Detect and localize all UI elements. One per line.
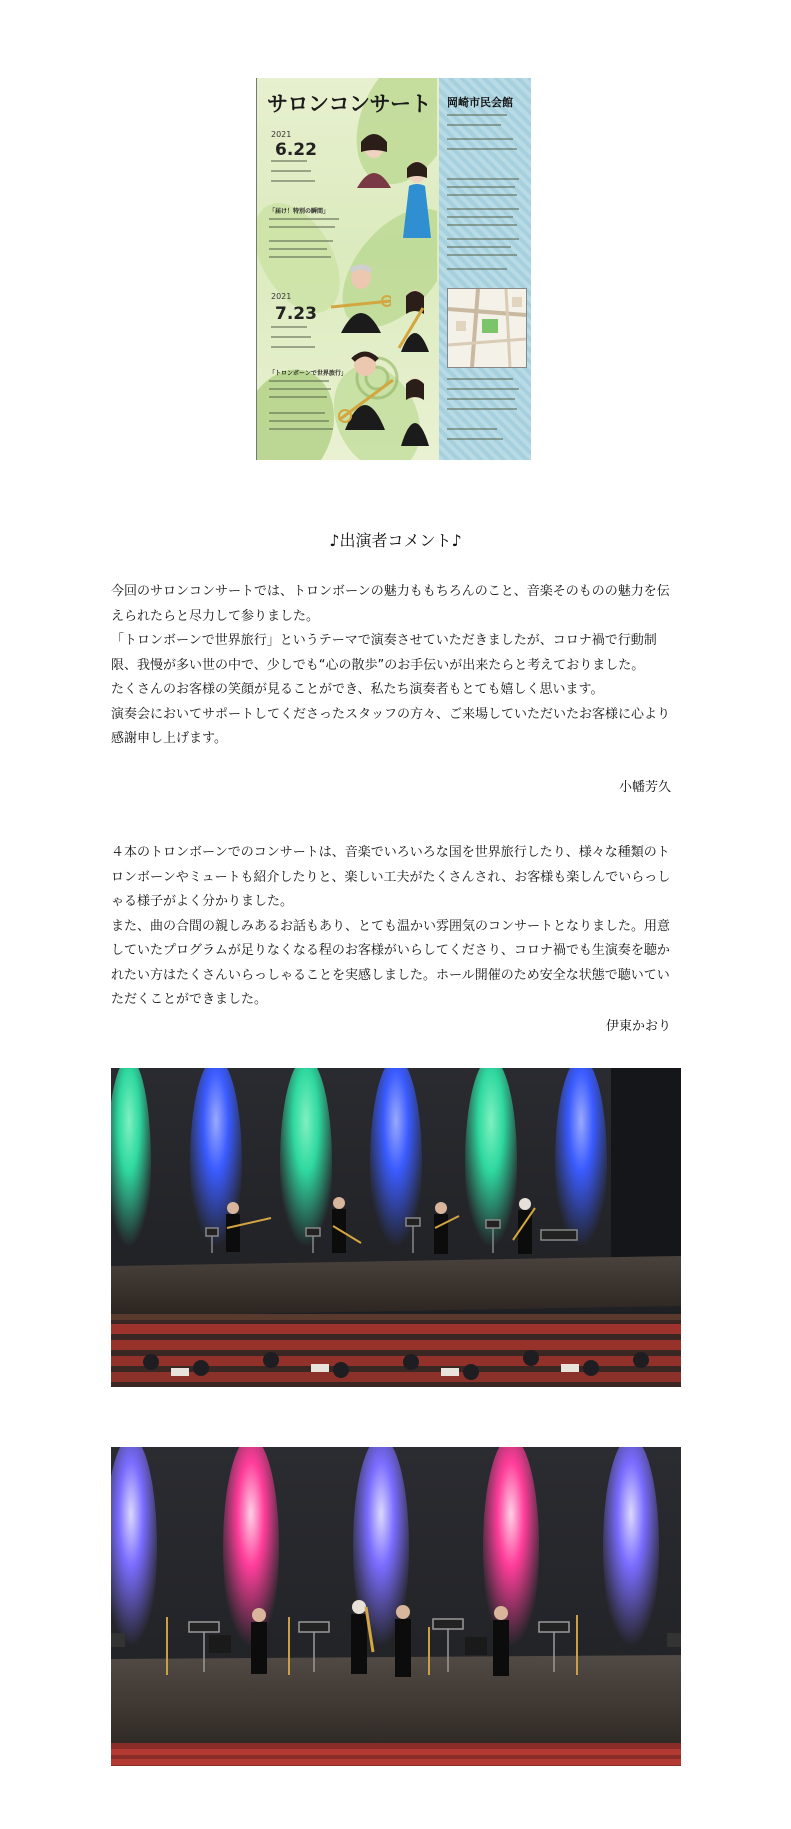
fine-print xyxy=(269,240,333,242)
fine-print xyxy=(271,170,311,172)
fine-print xyxy=(447,246,511,248)
fine-print xyxy=(447,254,517,256)
fine-print xyxy=(269,256,331,258)
fine-print xyxy=(269,388,331,390)
fine-print xyxy=(269,226,335,228)
access-map xyxy=(447,288,527,368)
fine-print xyxy=(271,180,315,182)
fine-print xyxy=(447,138,513,140)
fine-print xyxy=(269,248,327,250)
fine-print xyxy=(447,114,507,116)
event2-program: 「トロンボーンで世界旅行」 xyxy=(269,370,347,377)
performer-photo-violin xyxy=(349,128,399,188)
fine-print xyxy=(447,186,515,188)
fine-print xyxy=(447,268,507,270)
fine-print xyxy=(447,238,519,240)
fine-print xyxy=(447,408,517,410)
performer xyxy=(395,1605,411,1677)
fine-print xyxy=(447,378,513,380)
fine-print xyxy=(271,326,307,328)
comment-paragraph: 演奏会においてサポートしてくださったスタッフの方々、ご来場していただいたお客様に心より感謝申し上げます。 xyxy=(111,706,671,746)
event1-date: 6.22 xyxy=(275,140,317,160)
stage-light-violet xyxy=(603,1447,659,1657)
fine-print xyxy=(447,428,497,430)
fine-print xyxy=(447,388,519,390)
fine-print xyxy=(271,336,311,338)
fine-print xyxy=(269,218,339,220)
fine-print xyxy=(269,396,327,398)
fine-print xyxy=(447,224,517,226)
fine-print xyxy=(447,216,513,218)
concert-poster xyxy=(256,78,531,460)
comment-body-1 xyxy=(111,580,681,752)
performer-photo-trombone-3 xyxy=(337,350,397,430)
fine-print xyxy=(447,124,501,126)
fine-print xyxy=(447,148,517,150)
performer xyxy=(251,1608,267,1674)
fine-print xyxy=(269,428,333,430)
fine-print xyxy=(447,194,517,196)
concert-photo-1 xyxy=(111,1068,681,1387)
fine-print xyxy=(269,420,329,422)
comment-body-2 xyxy=(111,841,681,1013)
fine-print xyxy=(269,380,329,382)
performer xyxy=(493,1606,509,1676)
fine-print xyxy=(271,160,307,162)
fine-print xyxy=(447,178,519,180)
concert-photo-2 xyxy=(111,1447,681,1766)
event1-year: 2021 xyxy=(271,130,292,139)
comment-paragraph: たくさんのお客様の笑顔が見ることができ、私たち演奏者もとても嬉しく思います。 xyxy=(111,682,604,697)
fine-print xyxy=(269,412,325,414)
fine-print xyxy=(447,438,503,440)
comment-paragraph: 今回のサロンコンサートでは、トロンボーンの魅力ももちろんのこと、音楽そのものの魅力を伝えられたらと尽力して参りました。 xyxy=(111,584,670,624)
performer-photo-trombone-2 xyxy=(393,288,437,352)
event1-program: 「届け！特別の瞬間」 xyxy=(269,208,330,215)
poster-venue: 岡崎市民会館 xyxy=(447,96,513,109)
performer-photo-piano xyxy=(395,158,439,238)
comment-paragraph: ４本のトロンボーンでのコンサートは、音楽でいろいろな国を世界旅行したり、様々な種類のトロンボーンやミュートも紹介したりと、楽しい工夫がたくさんされ、お客様も楽しんでいらっしゃる様子がよく分かりました。 xyxy=(111,845,671,909)
stage-floor xyxy=(111,1256,681,1316)
comment-paragraph: 「トロンボーンで世界旅行」というテーマで演奏させていただきましたが、コロナ禍で行動制限、我慢が多い世の中で、少しでも“心の散歩”のお手伝いが出来たらと考えておりました。 xyxy=(111,633,657,673)
fine-print xyxy=(447,398,515,400)
signature-obata: 小幡芳久 xyxy=(618,780,671,795)
stage-light-pink xyxy=(483,1447,539,1657)
signature-ito: 伊東かおり xyxy=(605,1019,671,1034)
comments-heading: ♪出演者コメント♪ xyxy=(329,531,462,550)
performer-photo-trombone-4 xyxy=(393,376,437,446)
event2-year: 2021 xyxy=(271,292,292,301)
event2-date: 7.23 xyxy=(275,304,317,324)
fine-print xyxy=(271,346,315,348)
comment-paragraph: また、曲の合間の親しみあるお話もあり、とても温かい雰囲気のコンサートとなりました。用意していたプログラムが足りなくなる程のお客様がいらしてくださり、コロナ禍でも生演奏を聴かれたい方はたくさんいらっしゃることを実感しました。ホール開催のため安全な状態で聴いていただくことができました。 xyxy=(111,918,671,1007)
performer-photo-trombone-1 xyxy=(331,263,391,333)
fine-print xyxy=(447,208,519,210)
poster-title: サロンコンサート xyxy=(267,92,431,116)
